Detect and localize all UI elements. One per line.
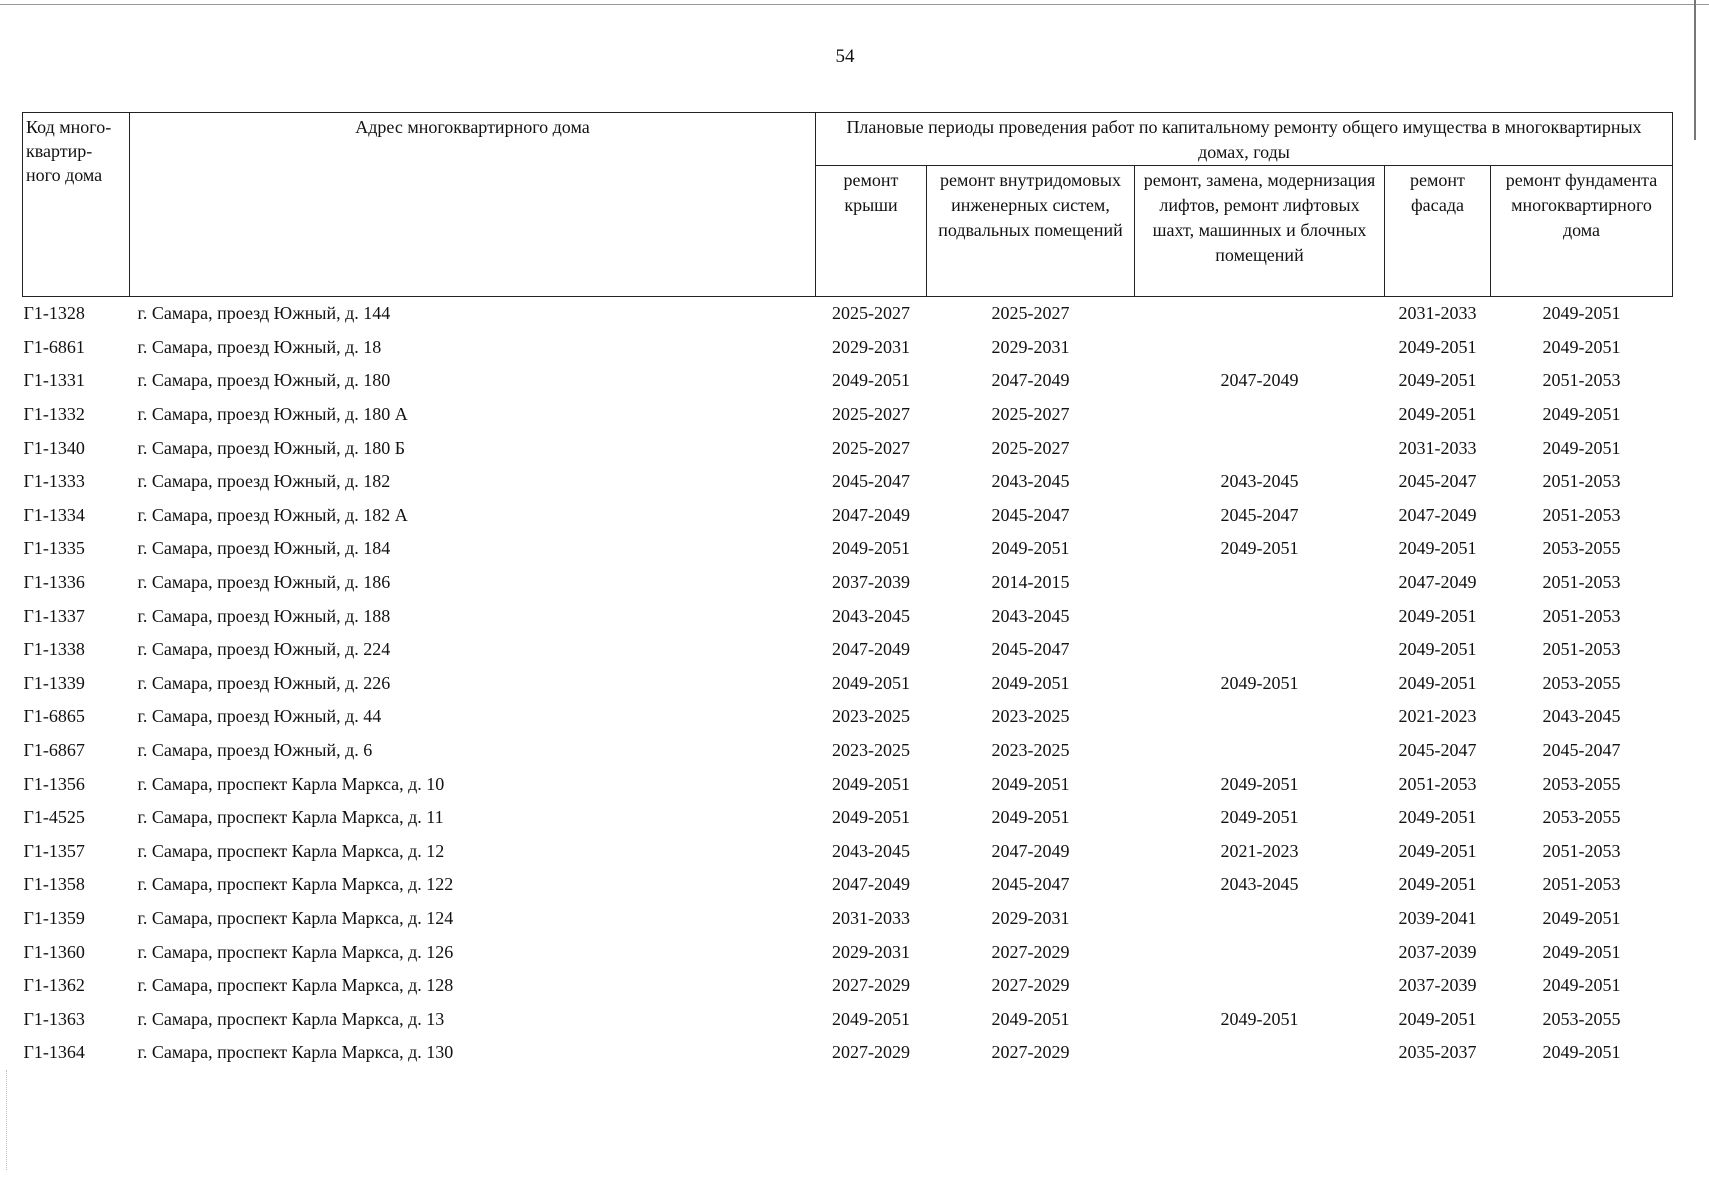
cell-code: Г1-1336 — [23, 572, 85, 593]
cell-engineering: 2049-2051 — [991, 773, 1070, 794]
cell-foundation: 2049-2051 — [1542, 1042, 1621, 1063]
header-address: Адрес многоквартирного дома — [130, 113, 816, 297]
table-row — [23, 935, 1673, 969]
cell-lifts: 2049-2051 — [1220, 672, 1299, 693]
cell-engineering: 2049-2051 — [991, 807, 1070, 828]
cell-facade: 2047-2049 — [1398, 504, 1477, 525]
cell-lifts — [1135, 1036, 1385, 1070]
cell-facade: 2049-2051 — [1398, 639, 1477, 660]
cell-code: Г1-1357 — [23, 840, 85, 861]
cell-foundation: 2051-2053 — [1542, 639, 1621, 660]
cell-facade: 2049-2051 — [1398, 605, 1477, 626]
cell-address: г. Самара, проспект Карла Маркса, д. 12 — [137, 840, 445, 861]
cell-lifts: 2049-2051 — [1220, 538, 1299, 559]
cell-code: Г1-1333 — [23, 471, 85, 492]
cell-roof: 2047-2049 — [832, 639, 910, 660]
cell-address: г. Самара, проезд Южный, д. 224 — [137, 639, 391, 660]
cell-address: г. Самара, проезд Южный, д. 182 А — [137, 504, 408, 525]
cell-facade: 2049-2051 — [1398, 336, 1477, 357]
cell-lifts: 2021-2023 — [1220, 840, 1299, 861]
cell-facade: 2037-2039 — [1398, 941, 1477, 962]
cell-lifts — [1135, 633, 1385, 667]
cell-lifts — [1135, 935, 1385, 969]
cell-code: Г1-1360 — [23, 941, 85, 962]
cell-engineering: 2049-2051 — [991, 672, 1070, 693]
cell-code: Г1-6861 — [23, 336, 85, 357]
cell-lifts: 2043-2045 — [1220, 874, 1299, 895]
cell-roof: 2023-2025 — [832, 740, 910, 761]
cell-lifts — [1135, 431, 1385, 465]
cell-foundation: 2049-2051 — [1542, 336, 1621, 357]
cell-foundation: 2049-2051 — [1542, 975, 1621, 996]
table-row — [23, 734, 1673, 768]
scan-top-edge — [0, 4, 1709, 5]
cell-address: г. Самара, проспект Карла Маркса, д. 128 — [137, 975, 454, 996]
cell-code: Г1-1334 — [23, 504, 85, 525]
cell-foundation: 2051-2053 — [1542, 370, 1621, 391]
cell-lifts: 2049-2051 — [1220, 807, 1299, 828]
header-code: Код много-квартир-ного дома — [23, 113, 130, 297]
cell-roof: 2049-2051 — [832, 1008, 910, 1029]
cell-facade: 2037-2039 — [1398, 975, 1477, 996]
cell-lifts — [1135, 331, 1385, 365]
cell-engineering: 2025-2027 — [991, 437, 1070, 458]
cell-roof: 2049-2051 — [832, 538, 910, 559]
table-row — [23, 431, 1673, 465]
cell-code: Г1-1340 — [23, 437, 85, 458]
cell-foundation: 2051-2053 — [1542, 840, 1621, 861]
cell-roof: 2043-2045 — [832, 840, 910, 861]
cell-lifts — [1135, 599, 1385, 633]
header-facade: ремонт фасада — [1385, 166, 1491, 297]
table-row — [23, 398, 1673, 432]
cell-facade: 2051-2053 — [1398, 773, 1477, 794]
cell-facade: 2049-2051 — [1398, 672, 1477, 693]
cell-code: Г1-1331 — [23, 370, 85, 391]
table-row — [23, 566, 1673, 600]
table-row — [23, 364, 1673, 398]
cell-foundation: 2049-2051 — [1542, 404, 1621, 425]
cell-code: Г1-4525 — [23, 807, 85, 828]
cell-facade: 2039-2041 — [1398, 907, 1477, 928]
cell-facade: 2049-2051 — [1398, 404, 1477, 425]
cell-roof: 2025-2027 — [832, 437, 910, 458]
cell-lifts — [1135, 969, 1385, 1003]
cell-roof: 2029-2031 — [832, 941, 910, 962]
cell-roof: 2027-2029 — [832, 975, 910, 996]
cell-code: Г1-1363 — [23, 1008, 85, 1029]
table-header — [23, 113, 1673, 297]
cell-foundation: 2049-2051 — [1542, 941, 1621, 962]
cell-facade: 2031-2033 — [1398, 303, 1477, 324]
cell-roof: 2031-2033 — [832, 907, 910, 928]
cell-foundation: 2051-2053 — [1542, 504, 1621, 525]
cell-code: Г1-1359 — [23, 907, 85, 928]
cell-address: г. Самара, проспект Карла Маркса, д. 124 — [137, 907, 454, 928]
cell-engineering: 2047-2049 — [991, 840, 1070, 861]
scan-right-edge — [1694, 0, 1696, 140]
cell-lifts: 2043-2045 — [1220, 471, 1299, 492]
cell-address: г. Самара, проезд Южный, д. 44 — [137, 706, 382, 727]
cell-address: г. Самара, проезд Южный, д. 188 — [137, 605, 391, 626]
cell-code: Г1-6865 — [23, 706, 85, 727]
cell-engineering: 2043-2045 — [991, 471, 1070, 492]
cell-code: Г1-1328 — [23, 303, 85, 324]
cell-code: Г1-1332 — [23, 404, 85, 425]
cell-code: Г1-1358 — [23, 874, 85, 895]
table-row — [23, 700, 1673, 734]
cell-address: г. Самара, проспект Карла Маркса, д. 122 — [137, 874, 454, 895]
cell-foundation: 2051-2053 — [1542, 471, 1621, 492]
cell-roof: 2047-2049 — [832, 504, 910, 525]
cell-foundation: 2051-2053 — [1542, 605, 1621, 626]
cell-foundation: 2049-2051 — [1542, 437, 1621, 458]
cell-foundation: 2053-2055 — [1542, 773, 1621, 794]
table-row — [23, 767, 1673, 801]
cell-address: г. Самара, проезд Южный, д. 18 — [137, 336, 382, 357]
table-row — [23, 1002, 1673, 1036]
cell-foundation: 2053-2055 — [1542, 807, 1621, 828]
cell-code: Г1-1335 — [23, 538, 85, 559]
table-row — [23, 499, 1673, 533]
cell-lifts — [1135, 398, 1385, 432]
cell-address: г. Самара, проезд Южный, д. 144 — [137, 303, 391, 324]
cell-facade: 2031-2033 — [1398, 437, 1477, 458]
cell-engineering: 2025-2027 — [991, 404, 1070, 425]
cell-code: Г1-1364 — [23, 1042, 85, 1063]
cell-foundation: 2051-2053 — [1542, 572, 1621, 593]
table-row — [23, 835, 1673, 869]
cell-engineering: 2047-2049 — [991, 370, 1070, 391]
table-row — [23, 331, 1673, 365]
header-lifts: ремонт, замена, модернизация лифтов, ремонт лифтовых шахт, машинных и блочных помещений — [1135, 166, 1385, 297]
cell-roof: 2049-2051 — [832, 807, 910, 828]
cell-facade: 2049-2051 — [1398, 370, 1477, 391]
cell-facade: 2049-2051 — [1398, 807, 1477, 828]
cell-address: г. Самара, проезд Южный, д. 180 Б — [137, 437, 406, 458]
cell-engineering: 2045-2047 — [991, 504, 1070, 525]
cell-address: г. Самара, проспект Карла Маркса, д. 10 — [137, 773, 445, 794]
header-roof: ремонт крыши — [816, 166, 927, 297]
cell-roof: 2049-2051 — [832, 370, 910, 391]
cell-roof: 2029-2031 — [832, 336, 910, 357]
cell-engineering: 2027-2029 — [991, 941, 1070, 962]
cell-address: г. Самара, проспект Карла Маркса, д. 130 — [137, 1042, 454, 1063]
cell-roof: 2047-2049 — [832, 874, 910, 895]
table-row — [23, 599, 1673, 633]
cell-lifts — [1135, 566, 1385, 600]
cell-roof: 2049-2051 — [832, 672, 910, 693]
cell-address: г. Самара, проспект Карла Маркса, д. 11 — [137, 807, 444, 828]
cell-facade: 2021-2023 — [1398, 706, 1477, 727]
cell-engineering: 2027-2029 — [991, 975, 1070, 996]
cell-roof: 2037-2039 — [832, 572, 910, 593]
cell-engineering: 2045-2047 — [991, 639, 1070, 660]
cell-facade: 2045-2047 — [1398, 740, 1477, 761]
cell-code: Г1-1356 — [23, 773, 85, 794]
cell-lifts: 2049-2051 — [1220, 773, 1299, 794]
cell-roof: 2043-2045 — [832, 605, 910, 626]
cell-lifts — [1135, 902, 1385, 936]
cell-lifts: 2049-2051 — [1220, 1008, 1299, 1029]
cell-foundation: 2049-2051 — [1542, 907, 1621, 928]
cell-facade: 2049-2051 — [1398, 1008, 1477, 1029]
cell-address: г. Самара, проезд Южный, д. 226 — [137, 672, 391, 693]
cell-foundation: 2053-2055 — [1542, 538, 1621, 559]
table-row — [23, 532, 1673, 566]
cell-foundation: 2053-2055 — [1542, 672, 1621, 693]
cell-address: г. Самара, проезд Южный, д. 182 — [137, 471, 391, 492]
cell-engineering: 2045-2047 — [991, 874, 1070, 895]
cell-engineering: 2029-2031 — [991, 336, 1070, 357]
table-row — [23, 902, 1673, 936]
page-number: 54 — [835, 46, 855, 67]
cell-facade: 2047-2049 — [1398, 572, 1477, 593]
cell-code: Г1-1339 — [23, 672, 85, 693]
header-periods-group: Плановые периоды проведения работ по капитальному ремонту общего имущества в многоквартирных домах, годы — [816, 113, 1673, 166]
cell-facade: 2049-2051 — [1398, 538, 1477, 559]
cell-roof: 2023-2025 — [832, 706, 910, 727]
cell-facade: 2049-2051 — [1398, 840, 1477, 861]
cell-address: г. Самара, проспект Карла Маркса, д. 126 — [137, 941, 454, 962]
cell-lifts — [1135, 734, 1385, 768]
cell-roof: 2049-2051 — [832, 773, 910, 794]
cell-address: г. Самара, проезд Южный, д. 180 А — [137, 404, 408, 425]
cell-lifts: 2045-2047 — [1220, 504, 1299, 525]
scan-margin-specks — [6, 1070, 21, 1170]
cell-address: г. Самара, проезд Южный, д. 180 — [137, 370, 391, 391]
cell-engineering: 2023-2025 — [991, 740, 1070, 761]
table-row — [23, 801, 1673, 835]
cell-facade: 2045-2047 — [1398, 471, 1477, 492]
cell-engineering: 2027-2029 — [991, 1042, 1070, 1063]
cell-engineering: 2029-2031 — [991, 907, 1070, 928]
table-row — [23, 667, 1673, 701]
table-row — [23, 633, 1673, 667]
cell-address: г. Самара, проезд Южный, д. 6 — [137, 740, 373, 761]
cell-engineering: 2014-2015 — [991, 572, 1070, 593]
cell-lifts — [1135, 297, 1385, 331]
capital-repair-table — [22, 112, 1673, 1070]
header-engineering: ремонт внутридомовых инженерных систем, подвальных помещений — [927, 166, 1135, 297]
cell-roof: 2027-2029 — [832, 1042, 910, 1063]
cell-foundation: 2051-2053 — [1542, 874, 1621, 895]
table-row — [23, 868, 1673, 902]
cell-engineering: 2025-2027 — [991, 303, 1070, 324]
table-body — [23, 297, 1673, 1070]
cell-roof: 2025-2027 — [832, 404, 910, 425]
cell-facade: 2035-2037 — [1398, 1042, 1477, 1063]
cell-code: Г1-1362 — [23, 975, 85, 996]
cell-foundation: 2049-2051 — [1542, 303, 1621, 324]
cell-engineering: 2049-2051 — [991, 1008, 1070, 1029]
header-foundation: ремонт фундамента многоквартирного дома — [1491, 166, 1673, 297]
table-row — [23, 465, 1673, 499]
cell-roof: 2045-2047 — [832, 471, 910, 492]
cell-facade: 2049-2051 — [1398, 874, 1477, 895]
cell-foundation: 2045-2047 — [1542, 740, 1621, 761]
cell-roof: 2025-2027 — [832, 303, 910, 324]
cell-lifts — [1135, 700, 1385, 734]
table-row — [23, 1036, 1673, 1070]
cell-code: Г1-6867 — [23, 740, 85, 761]
table-row — [23, 969, 1673, 1003]
cell-lifts: 2047-2049 — [1220, 370, 1299, 391]
cell-code: Г1-1337 — [23, 605, 85, 626]
cell-address: г. Самара, проспект Карла Маркса, д. 13 — [137, 1008, 445, 1029]
cell-foundation: 2043-2045 — [1542, 706, 1621, 727]
cell-engineering: 2043-2045 — [991, 605, 1070, 626]
table-row — [23, 297, 1673, 331]
cell-engineering: 2049-2051 — [991, 538, 1070, 559]
cell-foundation: 2053-2055 — [1542, 1008, 1621, 1029]
cell-code: Г1-1338 — [23, 639, 85, 660]
cell-address: г. Самара, проезд Южный, д. 184 — [137, 538, 391, 559]
cell-address: г. Самара, проезд Южный, д. 186 — [137, 572, 391, 593]
cell-engineering: 2023-2025 — [991, 706, 1070, 727]
